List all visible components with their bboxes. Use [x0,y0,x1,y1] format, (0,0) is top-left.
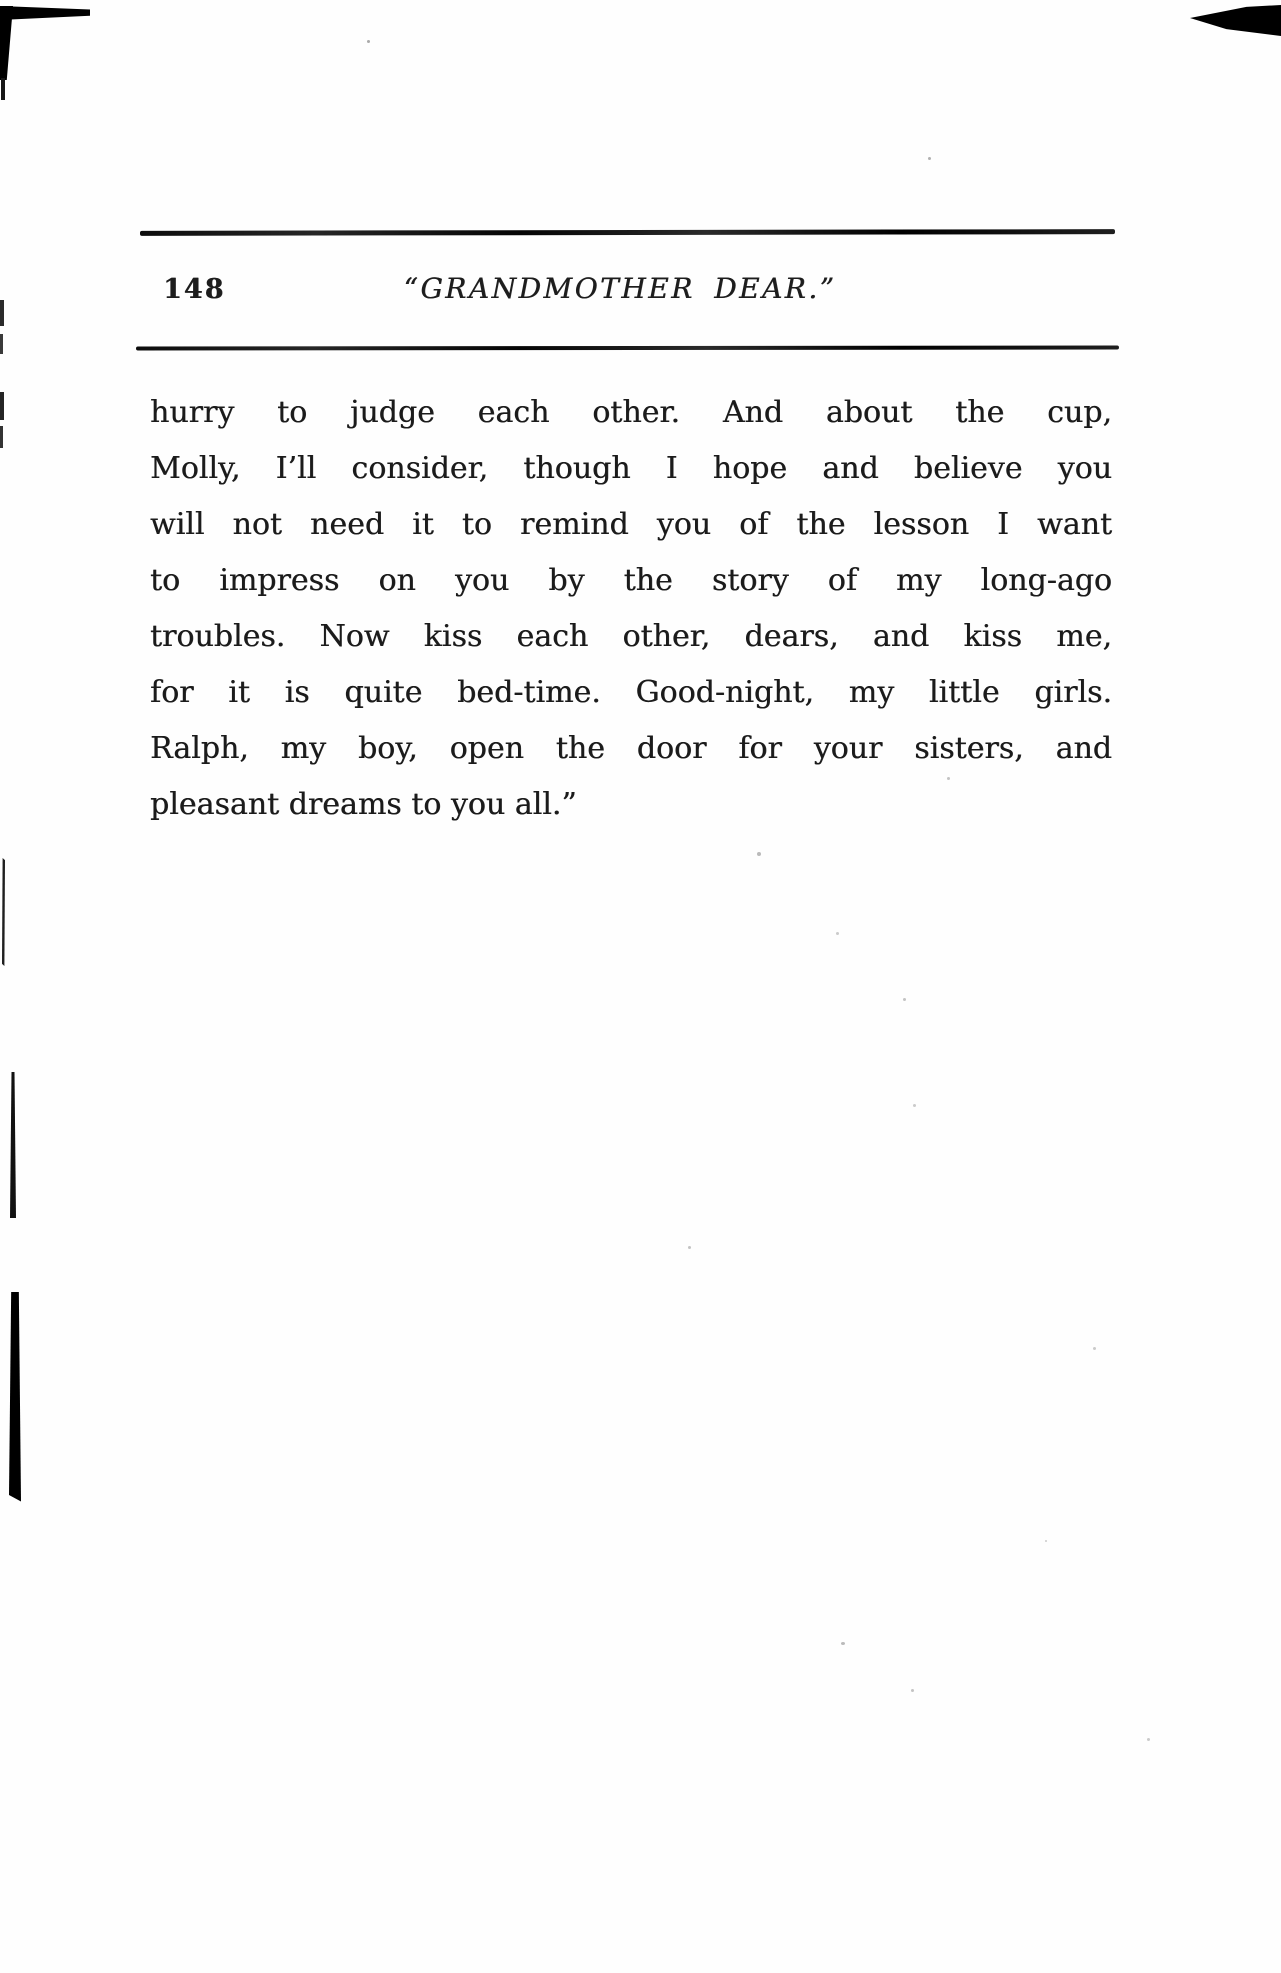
page-number: 148 [163,274,226,305]
running-title: “GRANDMOTHER DEAR.” [403,272,837,305]
paper-speck [911,1689,914,1692]
text-line: troubles. Now kiss each other, dears, and kiss me, [150,619,1112,654]
paper-speck [367,40,370,43]
header-rule-top [140,229,1115,236]
text-line: Molly, I’ll consider, though I hope and believe you [150,451,1112,486]
paper-speck [1147,1738,1150,1741]
paper-speck [947,777,950,780]
text-line: will not need it to remind you of the lesson I want [150,507,1112,542]
paper-speck [1093,1347,1096,1350]
paper-speck [1045,1540,1047,1542]
paper-speck [836,932,839,935]
scan-artifact-left-line-thin [2,858,5,966]
scan-artifact-left-tick [0,426,3,448]
text-line: for it is quite bed-time. Good-night, my little girls. [150,675,1112,710]
scan-artifact-top-left-tail [1,78,5,100]
page-header [150,272,1110,312]
paper-speck [903,998,906,1001]
scan-artifact-left-line-mid [10,1072,16,1218]
paper-speck [913,1104,916,1107]
scan-artifact-left-line-thick [9,1292,21,1508]
paper-speck [757,852,761,856]
header-rule-bottom [136,345,1119,350]
text-line: pleasant dreams to you all.” [150,787,577,822]
scan-artifact-top-right-wedge [1190,5,1281,36]
text-line: Ralph, my boy, open the door for your sisters, and [150,731,1112,766]
body-text [150,385,1112,833]
scan-artifact-top-left-horizontal [0,6,90,20]
paper-speck [841,1642,845,1645]
paper-speck [688,1246,691,1249]
scan-artifact-left-tick [0,392,4,420]
text-line: hurry to judge each other. And about the cup, [150,395,1112,430]
text-line: to impress on you by the story of my long-ago [150,563,1112,598]
scan-artifact-top-left-vertical [0,6,13,80]
paper-speck [928,157,931,160]
scan-artifact-left-tick [0,300,4,326]
scan-artifact-left-tick [0,334,3,354]
